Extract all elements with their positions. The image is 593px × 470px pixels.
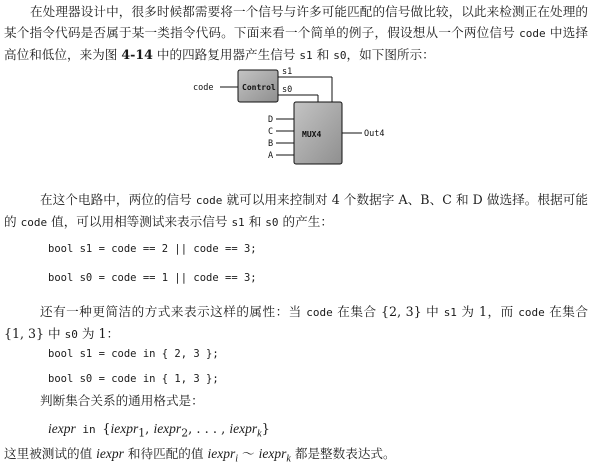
- paragraph-text: 值，可以用相等测试来表示信号: [47, 214, 232, 229]
- intro-text: 中选择高位和低位，来为图: [4, 25, 588, 62]
- s0-signal: s0: [265, 216, 279, 229]
- mux-label: MUX4: [302, 130, 322, 139]
- general-format-paragraph: 判断集合关系的通用格式是：: [40, 393, 204, 408]
- code-signal: code: [306, 306, 333, 319]
- intro-text: 在处理器设计中，很多时候都需要将一个信号与许多可能匹配的信号做比较，以此来检测正在处理的某个指令代码是否属于某一类指令代码。下面来看一个简单的例子，假设想从一个两位信号: [4, 4, 588, 40]
- formula-part: 2: [181, 426, 189, 440]
- set-membership-formula: [48, 421, 270, 440]
- paragraph-text: 还有一种更简洁的方式来表示这样的属性：当: [40, 304, 307, 319]
- output-label: Out4: [364, 129, 385, 139]
- s0-signal: s0: [333, 49, 347, 62]
- control-label: Control: [242, 83, 276, 92]
- figure-reference: 4-14: [121, 47, 153, 62]
- paragraph-text: 为 1：: [77, 326, 120, 341]
- intro-text: ，如下图所示：: [346, 47, 435, 62]
- formula-part: iexpr: [153, 421, 182, 436]
- input-a-label: A: [268, 151, 274, 161]
- s1-signal: s1: [299, 49, 313, 62]
- formula-part: 1: [138, 426, 146, 440]
- paragraph-text: k: [286, 453, 291, 465]
- code-line-s0-eq: bool s0 = code == 1 || code == 3;: [48, 272, 257, 284]
- input-c-label: C: [268, 127, 274, 137]
- s1-signal: s1: [231, 216, 245, 229]
- formula-part: k: [257, 428, 262, 440]
- code-line-s1-in: bool s1 = code in { 2, 3 };: [48, 348, 219, 360]
- paragraph-text: i: [235, 453, 239, 465]
- paragraph-text: ～: [238, 446, 259, 461]
- intro-text: 和: [312, 47, 334, 62]
- s1-signal: s1: [443, 306, 457, 319]
- formula-part: in: [75, 423, 103, 436]
- code-line-s1-eq: bool s1 = code == 2 || code == 3;: [48, 243, 257, 255]
- set-paragraph: [4, 301, 588, 345]
- final-paragraph: [4, 443, 588, 470]
- formula-part: iexpr: [110, 421, 139, 436]
- formula-part: , . . . ,: [188, 422, 230, 437]
- code-line-s0-in: bool s0 = code in { 1, 3 };: [48, 373, 219, 385]
- paragraph-text: iexpr: [258, 446, 287, 461]
- circuit-paragraph: [4, 189, 588, 233]
- formula-part: iexpr: [48, 421, 76, 436]
- paragraph-text: 在集合 {1, 3} 中: [4, 304, 588, 341]
- code-signal: code: [195, 194, 223, 207]
- formula-part: }: [261, 422, 270, 437]
- formula-part: {: [102, 422, 111, 437]
- s0-label: s0: [282, 85, 293, 95]
- paragraph-text: 这里被测试的值: [4, 446, 97, 461]
- paragraph-text: 就可以用来控制对 4 个数据字 A、B、C 和 D 做选择。根据可能的: [4, 192, 588, 229]
- mux-diagram: [190, 60, 430, 180]
- paragraph-text: 的产生：: [278, 214, 333, 229]
- paragraph-text: iexpr: [96, 446, 124, 461]
- s1-label: s1: [282, 67, 293, 77]
- code-signal: code: [20, 216, 48, 229]
- s0-signal: s0: [64, 328, 78, 341]
- paragraph-text: iexpr: [207, 446, 236, 461]
- paragraph-text: 为 1，而: [456, 304, 519, 319]
- code-input-label: code: [193, 83, 214, 93]
- code-signal: code: [519, 27, 546, 40]
- formula-part: iexpr: [229, 421, 258, 436]
- intro-text: 中的四路复用器产生信号: [152, 47, 300, 62]
- paragraph-text: 在这个电路中，两位的信号: [40, 192, 196, 207]
- input-d-label: D: [268, 115, 274, 125]
- formula-part: ,: [145, 422, 154, 437]
- paragraph-text: 都是整数表达式。: [290, 446, 396, 461]
- paragraph-text: 在集合 {2, 3} 中: [332, 304, 444, 319]
- input-b-label: B: [268, 139, 274, 149]
- paragraph-text: 和: [244, 214, 266, 229]
- code-signal: code: [518, 306, 545, 319]
- paragraph-text: 和待匹配的值: [123, 446, 208, 461]
- intro-paragraph: [4, 1, 588, 66]
